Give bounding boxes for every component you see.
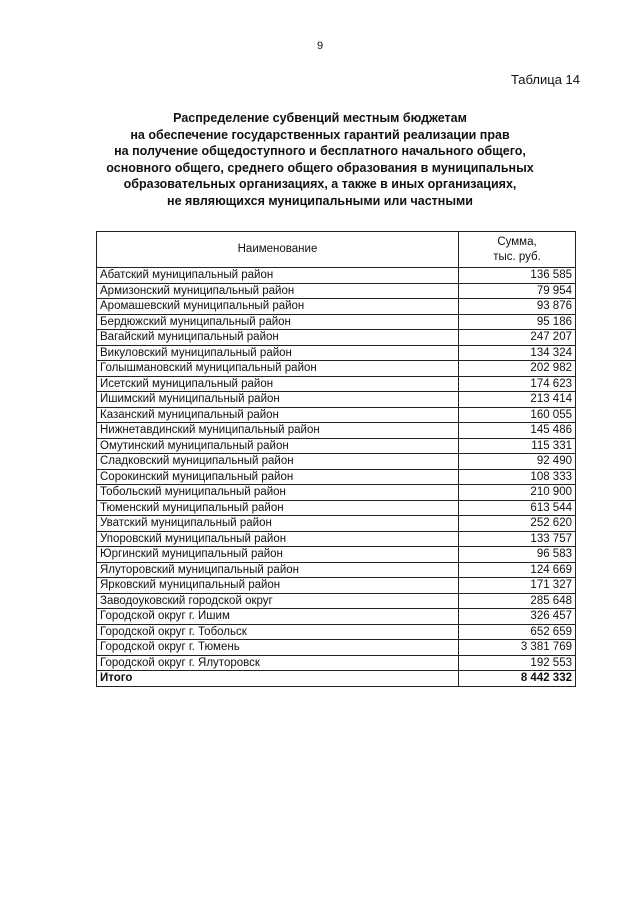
table-header-row [97,232,576,268]
row-name: Тобольский муниципальный район [97,485,459,501]
table-row [97,593,576,609]
table-row [97,485,576,501]
row-name: Городской округ г. Ялуторовск [97,655,459,671]
row-sum: 3 381 769 [459,640,576,656]
row-sum: 124 669 [459,562,576,578]
row-name: Голышмановский муниципальный район [97,361,459,377]
total-sum: 8 442 332 [459,671,576,687]
header-sum-line: Сумма, [497,235,537,248]
table-row [97,330,576,346]
row-name: Заводоуковский городской округ [97,593,459,609]
row-name: Армизонский муниципальный район [97,283,459,299]
row-name: Омутинский муниципальный район [97,438,459,454]
title-line: на получение общедоступного и бесплатного начального общего, [114,144,526,159]
row-sum: 133 757 [459,531,576,547]
row-sum: 652 659 [459,624,576,640]
table-row [97,547,576,563]
table-row [97,578,576,594]
row-name: Нижнетавдинский муниципальный район [97,423,459,439]
row-sum: 326 457 [459,609,576,625]
row-name: Городской округ г. Тобольск [97,624,459,640]
table-row [97,624,576,640]
row-name: Уватский муниципальный район [97,516,459,532]
table-row [97,531,576,547]
title-line: Распределение субвенций местным бюджетам [173,111,467,125]
total-label: Итого [97,671,459,687]
row-sum: 92 490 [459,454,576,470]
table-row [97,640,576,656]
row-name: Исетский муниципальный район [97,376,459,392]
row-sum: 192 553 [459,655,576,671]
title-line: основного общего, среднего общего образования в муниципальных [106,160,534,175]
table-row [97,268,576,284]
table-row [97,562,576,578]
table-row [97,283,576,299]
row-name: Городской округ г. Тюмень [97,640,459,656]
row-name: Городской округ г. Ишим [97,609,459,625]
table-label: Таблица 14 [510,72,580,87]
title-line: образовательных организациях, а также в иных организациях, [123,177,517,192]
table-row [97,407,576,423]
row-sum: 96 583 [459,547,576,563]
table-row [97,299,576,315]
table-row [97,609,576,625]
row-name: Аромашевский муниципальный район [97,299,459,315]
table-row [97,392,576,408]
row-sum: 247 207 [459,330,576,346]
table-row [97,469,576,485]
row-name: Сорокинский муниципальный район [97,469,459,485]
row-name: Бердюжский муниципальный район [97,314,459,330]
row-sum: 285 648 [459,593,576,609]
row-name: Вагайский муниципальный район [97,330,459,346]
subvention-table [96,231,576,687]
row-sum: 252 620 [459,516,576,532]
row-name: Абатский муниципальный район [97,268,459,284]
row-name: Ишимский муниципальный район [97,392,459,408]
title-line: на обеспечение государственных гарантий реализации прав [130,127,510,142]
row-name: Казанский муниципальный район [97,407,459,423]
table-row [97,345,576,361]
row-sum: 613 544 [459,500,576,516]
row-sum: 160 055 [459,407,576,423]
page-number: 9 [316,40,324,52]
table-row [97,500,576,516]
header-sum-line: тыс. руб. [493,250,541,263]
row-sum: 145 486 [459,423,576,439]
row-sum: 213 414 [459,392,576,408]
row-sum: 93 876 [459,299,576,315]
table-row [97,423,576,439]
table-row [97,516,576,532]
row-name: Упоровский муниципальный район [97,531,459,547]
total-row [97,671,576,687]
row-name: Сладковский муниципальный район [97,454,459,470]
row-sum: 210 900 [459,485,576,501]
table-row [97,454,576,470]
title-line: не являющихся муниципальными или частными [167,193,473,208]
row-sum: 136 585 [459,268,576,284]
header-name: Наименование [97,232,459,268]
table-body [97,268,576,671]
row-sum: 202 982 [459,361,576,377]
row-name: Тюменский муниципальный район [97,500,459,516]
table-row [97,376,576,392]
row-name: Ярковский муниципальный район [97,578,459,594]
row-name: Юргинский муниципальный район [97,547,459,563]
row-sum: 134 324 [459,345,576,361]
row-name: Ялуторовский муниципальный район [97,562,459,578]
document-title [60,110,580,210]
table-row [97,655,576,671]
table-row [97,314,576,330]
row-sum: 115 331 [459,438,576,454]
table-row [97,438,576,454]
row-sum: 95 186 [459,314,576,330]
row-sum: 79 954 [459,283,576,299]
row-sum: 174 623 [459,376,576,392]
table-row [97,361,576,377]
header-sum [459,232,576,268]
row-sum: 108 333 [459,469,576,485]
row-sum: 171 327 [459,578,576,594]
row-name: Викуловский муниципальный район [97,345,459,361]
